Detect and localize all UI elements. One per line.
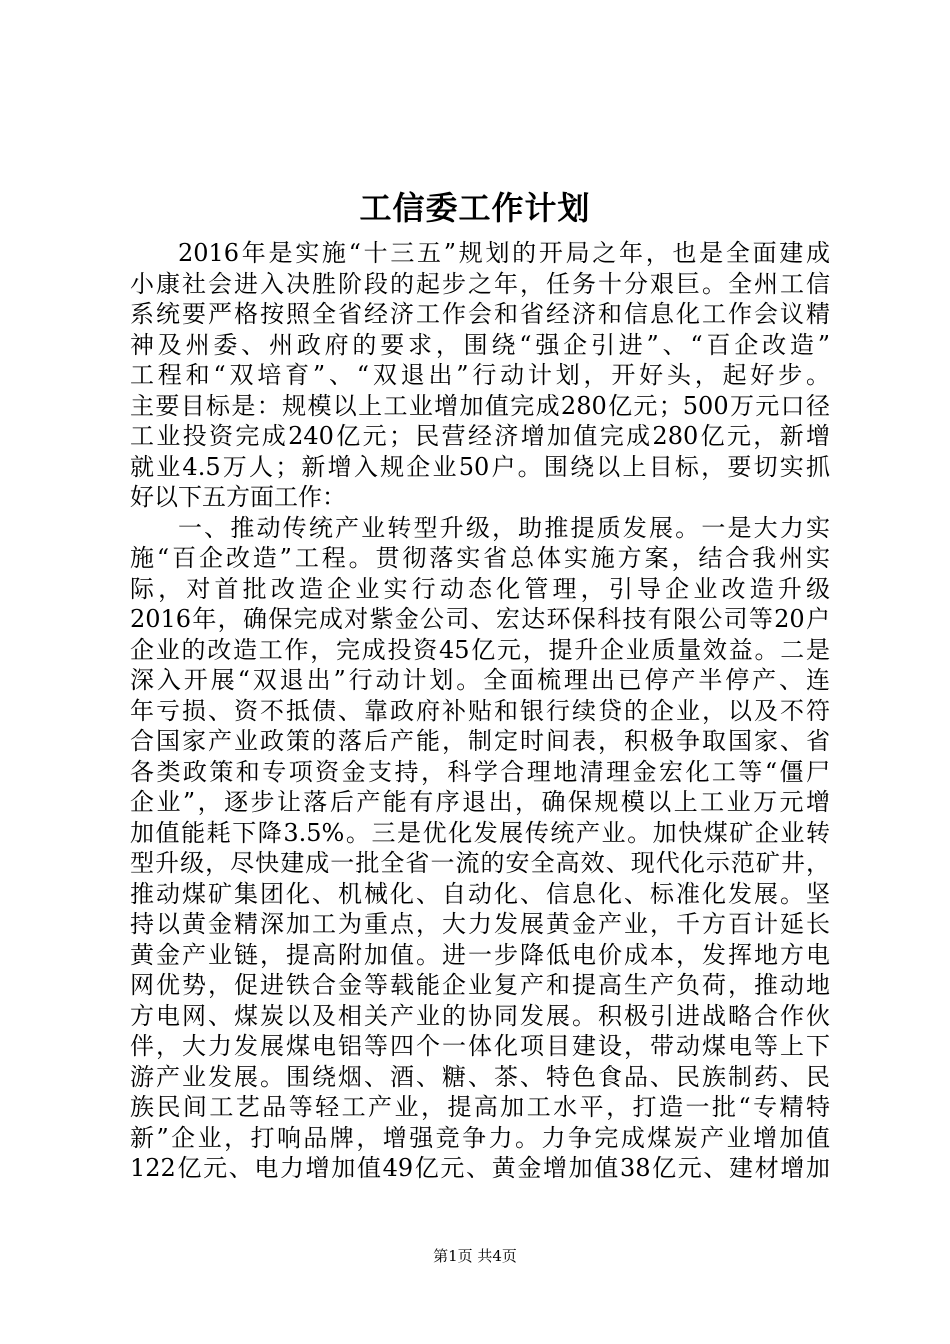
text-line: 推动煤矿集团化、机械化、自动化、信息化、标准化发展。坚 [130,879,830,908]
page-footer: 第1页 共4页 [433,1247,517,1265]
text-line: 年亏损、资不抵债、靠政府补贴和银行续贷的企业，以及不符 [130,696,830,725]
text-line: 就业4.5万人；新增入规企业50户。围绕以上目标，要切实抓 [130,452,830,481]
text-line: 企业的改造工作，完成投资45亿元，提升企业质量效益。二是 [130,635,830,664]
text-line: 工程和“双培育”、“双退出”行动计划，开好头，起好步。 [130,361,830,389]
text-line: 型升级，尽快建成一批全省一流的安全高效、现代化示范矿井， [130,849,830,877]
text-line: 好以下五方面工作： [130,483,346,511]
text-line: 黄金产业链，提高附加值。进一步降低电价成本，发挥地方电 [130,940,830,969]
text-line: 游产业发展。围绕烟、酒、糖、茶、特色食品、民族制药、民 [130,1062,830,1091]
text-line: 2016年是实施“十三五”规划的开局之年，也是全面建成 [178,239,830,267]
text-line: 伴，大力发展煤电铝等四个一体化项目建设，带动煤电等上下 [130,1032,830,1060]
text-line: 持以黄金精深加工为重点，大力发展黄金产业，千方百计延长 [130,910,830,938]
text-line: 际，对首批改造企业实行动态化管理，引导企业改造升级 [130,574,830,603]
text-line: 2016年，确保完成对紫金公司、宏达环保科技有限公司等20户 [130,605,830,633]
text-line: 加值能耗下降3.5%。三是优化发展传统产业。加快煤矿企业转 [130,818,830,847]
text-line: 主要目标是：规模以上工业增加值完成280亿元；500万元口径 [130,391,830,420]
text-line: 系统要严格按照全省经济工作会和省经济和信息化工作会议精 [130,300,830,328]
text-line: 族民间工艺品等轻工产业，提高加工水平，打造一批“专精特 [130,1093,830,1121]
text-line: 神及州委、州政府的要求，围绕“强企引进”、“百企改造” [130,330,830,359]
document-title: 工信委工作计划 [359,189,591,227]
text-line: 施“百企改造”工程。贯彻落实省总体实施方案，结合我州实 [130,544,830,572]
text-line: 合国家产业政策的落后产能，制定时间表，积极争取国家、省 [130,727,830,755]
text-line: 122亿元、电力增加值49亿元、黄金增加值38亿元、建材增加 [130,1154,830,1182]
text-line: 网优势，促进铁合金等载能企业复产和提高生产负荷，推动地 [130,971,830,999]
text-line: 各类政策和专项资金支持，科学合理地清理金宏化工等“僵尸 [130,757,830,786]
text-line: 新”企业，打响品牌，增强竞争力。力争完成煤炭产业增加值 [130,1123,830,1152]
text-line: 工业投资完成240亿元；民营经济增加值完成280亿元，新增 [130,422,830,450]
text-line: 小康社会进入决胜阶段的起步之年，任务十分艰巨。全州工信 [130,269,830,298]
text-line: 方电网、煤炭以及相关产业的协同发展。积极引进战略合作伙 [130,1001,830,1030]
text-line: 企业”，逐步让落后产能有序退出，确保规模以上工业万元增 [130,788,830,816]
text-line: 深入开展“双退出”行动计划。全面梳理出已停产半停产、连 [130,666,830,694]
text-line: 一、推动传统产业转型升级，助推提质发展。一是大力实 [178,513,830,542]
document-body [130,238,830,1184]
